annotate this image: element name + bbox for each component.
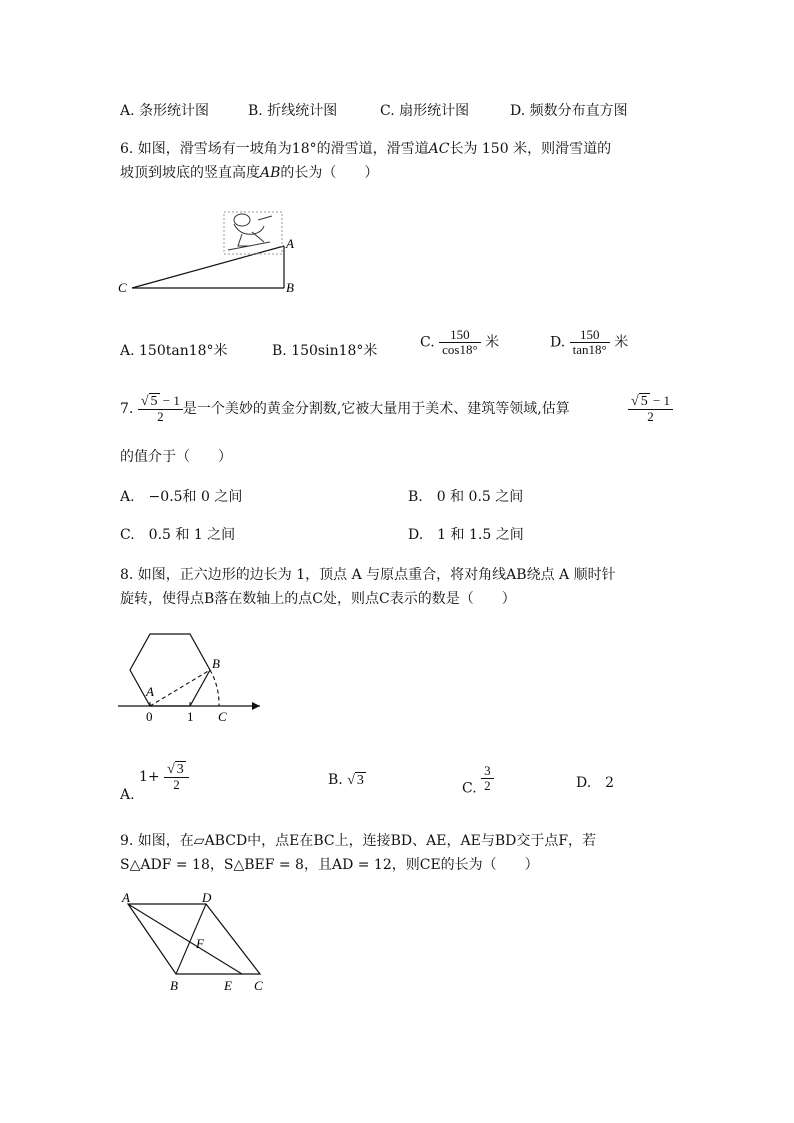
q9-line1: 9. 如图，在▱ABCD中，点E在BC上，连接BD、AE，AE与BD交于点F，若: [120, 833, 597, 849]
q6-label-c: C: [118, 280, 127, 295]
q7-option-b: B. 0 和 0.5 之间: [408, 489, 524, 505]
q8-option-a: A. 1+ $\frac{√ 3}{2}$: [120, 762, 189, 803]
q6-slope-figure: [112, 206, 312, 306]
q7-option-a: A. −0.5和 0 之间: [120, 489, 243, 505]
q8-label-zero: 0: [146, 709, 153, 724]
q8-label-b: B: [212, 656, 220, 671]
q6-label-b: B: [286, 280, 294, 295]
q9-label-d: D: [202, 890, 212, 905]
q8-option-d: D. 2: [576, 775, 615, 791]
q6-line2: 坡顶到坡底的竖直高度AB的长为（ ）: [120, 165, 379, 181]
q6-option-c: C. $\frac{150}{\cos 18^\circ}$ 米: [420, 327, 500, 357]
q7-option-c: C. 0.5 和 1 之间: [120, 527, 236, 543]
q5-option-d: D. 频数分布直方图: [510, 103, 628, 119]
q5-option-b: B. 折线统计图: [248, 103, 338, 119]
skier-icon: [228, 214, 272, 250]
q9-label-b: B: [170, 978, 178, 993]
q8-option-c: C. $\frac{3}{2}$: [462, 764, 494, 797]
q7-fraction-right: $\frac{√ 5 - 1}{2}$: [628, 394, 673, 424]
q8-line2: 旋转，使得点B落在数轴上的点C处，则点C表示的数是（ ）: [120, 591, 516, 607]
q6-option-a: A. 150tan18°米: [120, 343, 228, 359]
q9-line2: S△ADF = 18，S△BEF = 8，且AD = 12，则CE的长为（ ）: [120, 857, 539, 873]
q8-line1: 8. 如图，正六边形的边长为 1，顶点 A 与原点重合，将对角线AB绕点 A 顺时针: [120, 567, 616, 583]
q9-label-a: A: [122, 890, 130, 905]
golden-ratio-fraction: $\frac{√ 5 - 1}{2}$: [138, 394, 183, 424]
q5-option-c: C. 扇形统计图: [380, 103, 470, 119]
q8-label-one: 1: [187, 709, 194, 724]
q8-label-a: A: [146, 684, 154, 699]
q5-option-a: A. 条形统计图: [120, 103, 210, 119]
q6-label-a: A: [286, 236, 294, 251]
q8-option-b: B. √ 3: [328, 772, 364, 788]
q6-option-d: D. $\frac{150}{\tan 18^\circ}$ 米: [550, 327, 629, 357]
q7-line2: 的值介于（ ）: [120, 449, 232, 465]
q6-line1: 6. 如图，滑雪场有一坡角为18°的滑雪道，滑雪道AC长为 150 米，则滑雪道的: [120, 141, 612, 157]
q9-label-e: E: [224, 978, 232, 993]
q9-label-c: C: [254, 978, 263, 993]
q9-label-f: F: [196, 936, 204, 951]
q7-line1: 7. $\frac{√ 5 - 1}{2}$ 是一个美妙的黄金分割数,它被大量用于美术、建筑等领域,估算: [120, 393, 570, 424]
q7-option-d: D. 1 和 1.5 之间: [408, 527, 524, 543]
q8-hexagon-figure: [112, 626, 272, 726]
q8-label-c: C: [218, 709, 227, 724]
q9-parallelogram-figure: [112, 890, 282, 1000]
q6-option-b: B. 150sin18°米: [272, 343, 378, 359]
